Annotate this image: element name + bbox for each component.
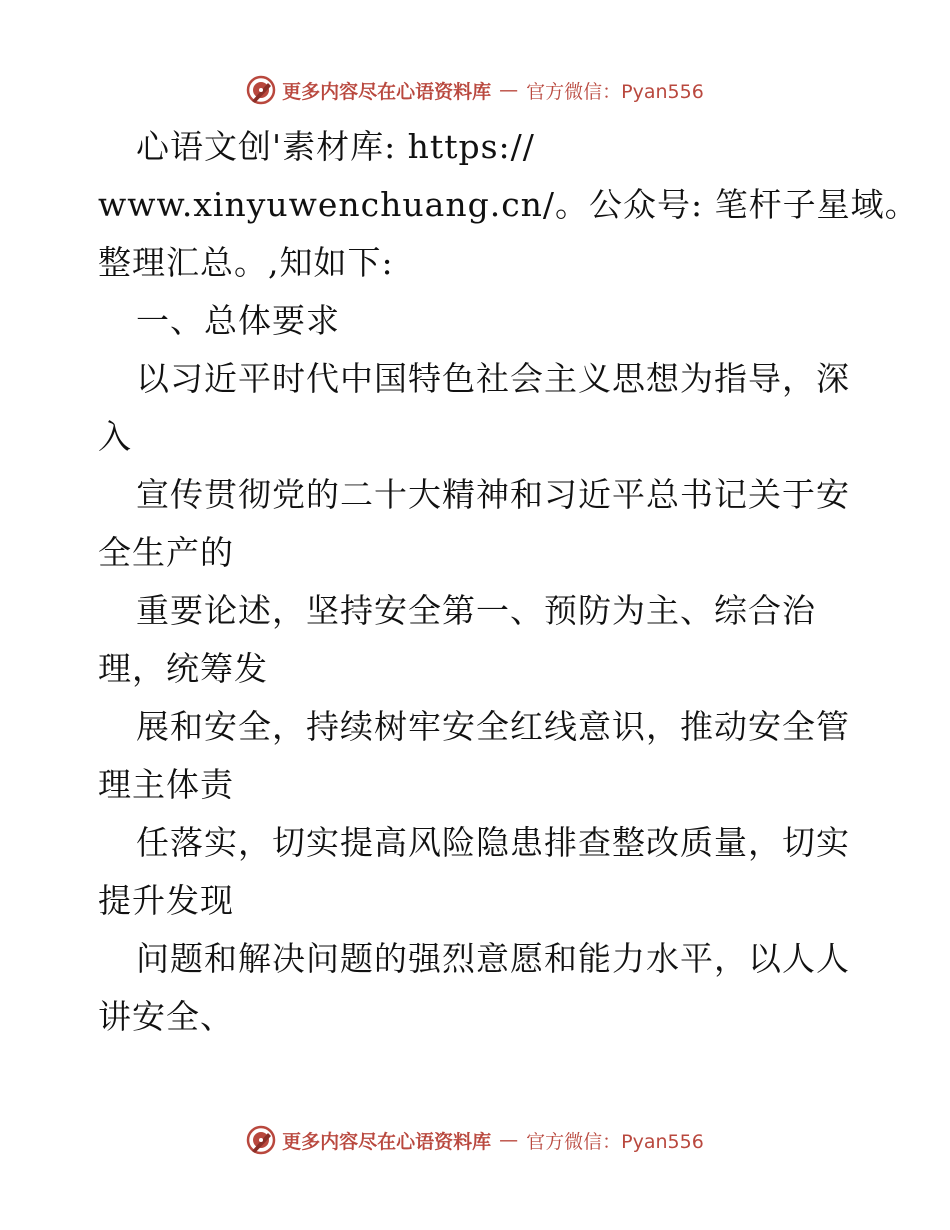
- text-line: 理，统筹发: [98, 649, 268, 688]
- text-line: 理主体责: [98, 765, 234, 804]
- text-line: 全生产的: [98, 533, 234, 572]
- banner-contact: 官方微信：Pyan556: [526, 1130, 704, 1153]
- header-banner: [0, 70, 950, 110]
- footer-banner: [0, 1120, 950, 1160]
- text-line: 重要论述，坚持安全第一、预防为主、综合治: [136, 591, 816, 630]
- text-line: 提升发现: [98, 881, 234, 920]
- text-line: 展和安全，持续树牢安全红线意识，推动安全管: [136, 707, 850, 746]
- text-line: 以习近平时代中国特色社会主义思想为指导，深: [136, 359, 850, 398]
- text-line: 宣传贯彻党的二十大精神和习近平总书记关于安: [136, 475, 850, 514]
- document-body: [98, 118, 919, 1046]
- banner-slogan: 更多内容尽在心语资料库: [282, 1130, 492, 1153]
- banner-separator: —: [499, 79, 519, 101]
- text-line: 讲安全、: [98, 997, 234, 1036]
- text-line: 整理汇总。,知如下:: [98, 243, 394, 282]
- text-line: 问题和解决问题的强烈意愿和能力水平，以人人: [136, 939, 850, 978]
- text-line: 任落实，切实提高风险隐患排查整改质量，切实: [136, 823, 850, 862]
- text-line: 心语文创'素材库: https://: [136, 127, 535, 166]
- banner-slogan: 更多内容尽在心语资料库: [282, 80, 492, 103]
- section-heading: 一、总体要求: [136, 301, 340, 340]
- pen-logo-icon: [246, 1125, 276, 1155]
- pen-logo-icon: [246, 75, 276, 105]
- text-line: 入: [98, 417, 132, 456]
- banner-contact: 官方微信：Pyan556: [526, 80, 704, 103]
- text-line: www.xinyuwenchuang.cn/。公众号: 笔杆子星域。: [98, 185, 919, 224]
- banner-separator: —: [499, 1129, 519, 1151]
